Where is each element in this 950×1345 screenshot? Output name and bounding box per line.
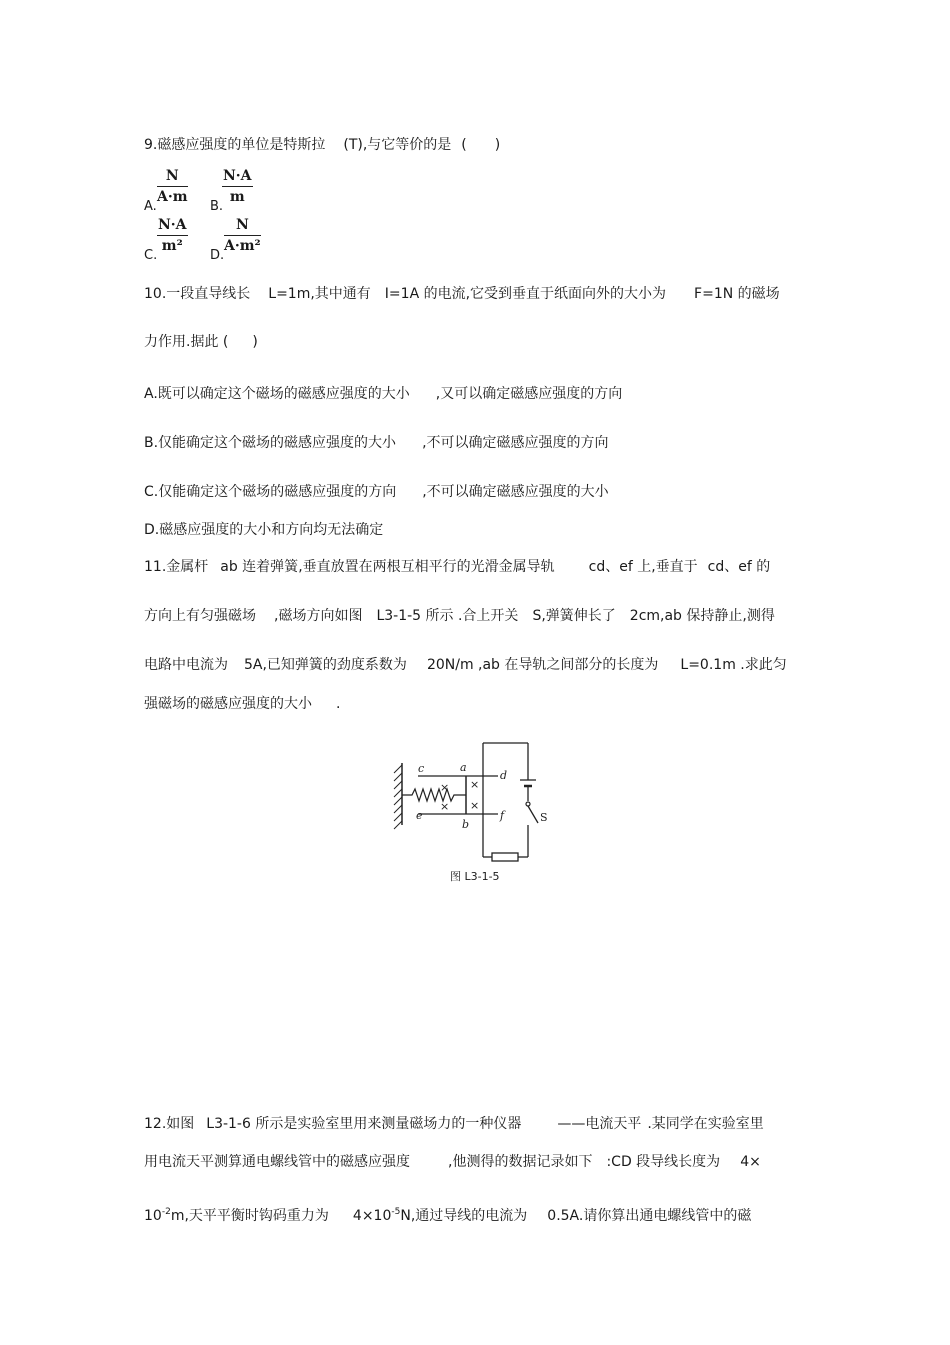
q11-stem-line2: 方向上有匀强磁场 ,磁场方向如图 L3-1-5 所示 .合上开关 S,弹簧伸长了 2cm,ab 保持静止,测得 xyxy=(144,608,775,624)
q9-stem: 9.磁感应强度的单位是特斯拉 (T),与它等价的是 ( ) xyxy=(144,137,501,153)
label-d: d xyxy=(500,769,508,782)
field-cross: × xyxy=(440,800,450,813)
q9-option-b-label: B. xyxy=(210,199,224,214)
q10-option-b: B.仅能确定这个磁场的磁感应强度的大小 ,不可以确定磁感应强度的方向 xyxy=(144,435,609,451)
q9-option-c-label: C. xyxy=(144,248,158,263)
label-b: b xyxy=(462,818,470,831)
q9-option-b-fraction: $\frac{N\cdot A}{m}$ xyxy=(223,168,252,205)
switch-contact xyxy=(526,802,530,806)
q10-option-c: C.仅能确定这个磁场的磁感应强度的方向 ,不可以确定磁感应强度的大小 xyxy=(144,484,609,500)
q10-stem-line1: 10.一段直导线长 L=1m,其中通有 I=1A 的电流,它受到垂直于纸面向外的大小为 F=1N 的磁场 xyxy=(144,286,780,302)
q9-option-c-fraction: $\frac{N\cdot A}{\text{m²}}$ xyxy=(158,217,187,254)
q11-stem-line3: 电路中电流为 5A,已知弹簧的劲度系数为 20N/m ,ab 在导轨之间部分的长度为 L=0.1m .求此匀 xyxy=(144,657,787,673)
q9-option-a-fraction: $\frac{N}{A\cdot m}$ xyxy=(157,168,188,205)
q12-stem-line3: $10^{-2}m$,天平平衡时钩码重力为 $4\times 10^{-5}N$,通过导线的电流为 0.5A.请你算出通电螺线管中的磁 xyxy=(144,1207,752,1224)
q9-option-d-fraction: $\frac{N}{\text{A·m²}}$ xyxy=(224,217,261,254)
q10-option-a: A.既可以确定这个磁场的磁感应强度的大小 ,又可以确定磁感应强度的方向 xyxy=(144,386,623,402)
resistor xyxy=(492,853,518,861)
switch-lever xyxy=(528,806,538,823)
q10-stem-line2: 力作用.据此 ( ) xyxy=(144,334,258,350)
label-f: f xyxy=(500,809,505,822)
label-a: a xyxy=(460,761,467,774)
q9-option-d-label: D. xyxy=(210,248,225,263)
label-e: e xyxy=(416,809,423,822)
label-s: S xyxy=(540,811,548,824)
wall-hatching xyxy=(394,765,402,829)
field-cross: × xyxy=(440,781,450,794)
q12-stem-line2: 用电流天平测算通电螺线管中的磁感应强度 ,他测得的数据记录如下 :CD 段导线长度为 4× xyxy=(144,1154,761,1170)
q9-option-a-label: A. xyxy=(144,199,157,214)
spring xyxy=(402,789,466,801)
figure-caption: 图 L3-1-5 xyxy=(450,870,500,883)
label-c: c xyxy=(418,762,425,775)
q12-stem-line1: 12.如图 L3-1-6 所示是实验室里用来测量磁场力的一种仪器 ——电流天平 .某同学在实验室里 xyxy=(144,1116,764,1132)
q10-option-d: D.磁感应强度的大小和方向均无法确定 xyxy=(144,522,384,538)
circuit-diagram xyxy=(390,735,560,865)
q11-stem-line1: 11.金属杆 ab 连着弹簧,垂直放置在两根互相平行的光滑金属导轨 cd、ef 上,垂直于 cd、ef 的 xyxy=(144,559,771,575)
field-cross: × xyxy=(470,778,480,791)
field-cross: × xyxy=(470,799,480,812)
q11-stem-line4: 强磁场的磁感应强度的大小 . xyxy=(144,696,341,712)
